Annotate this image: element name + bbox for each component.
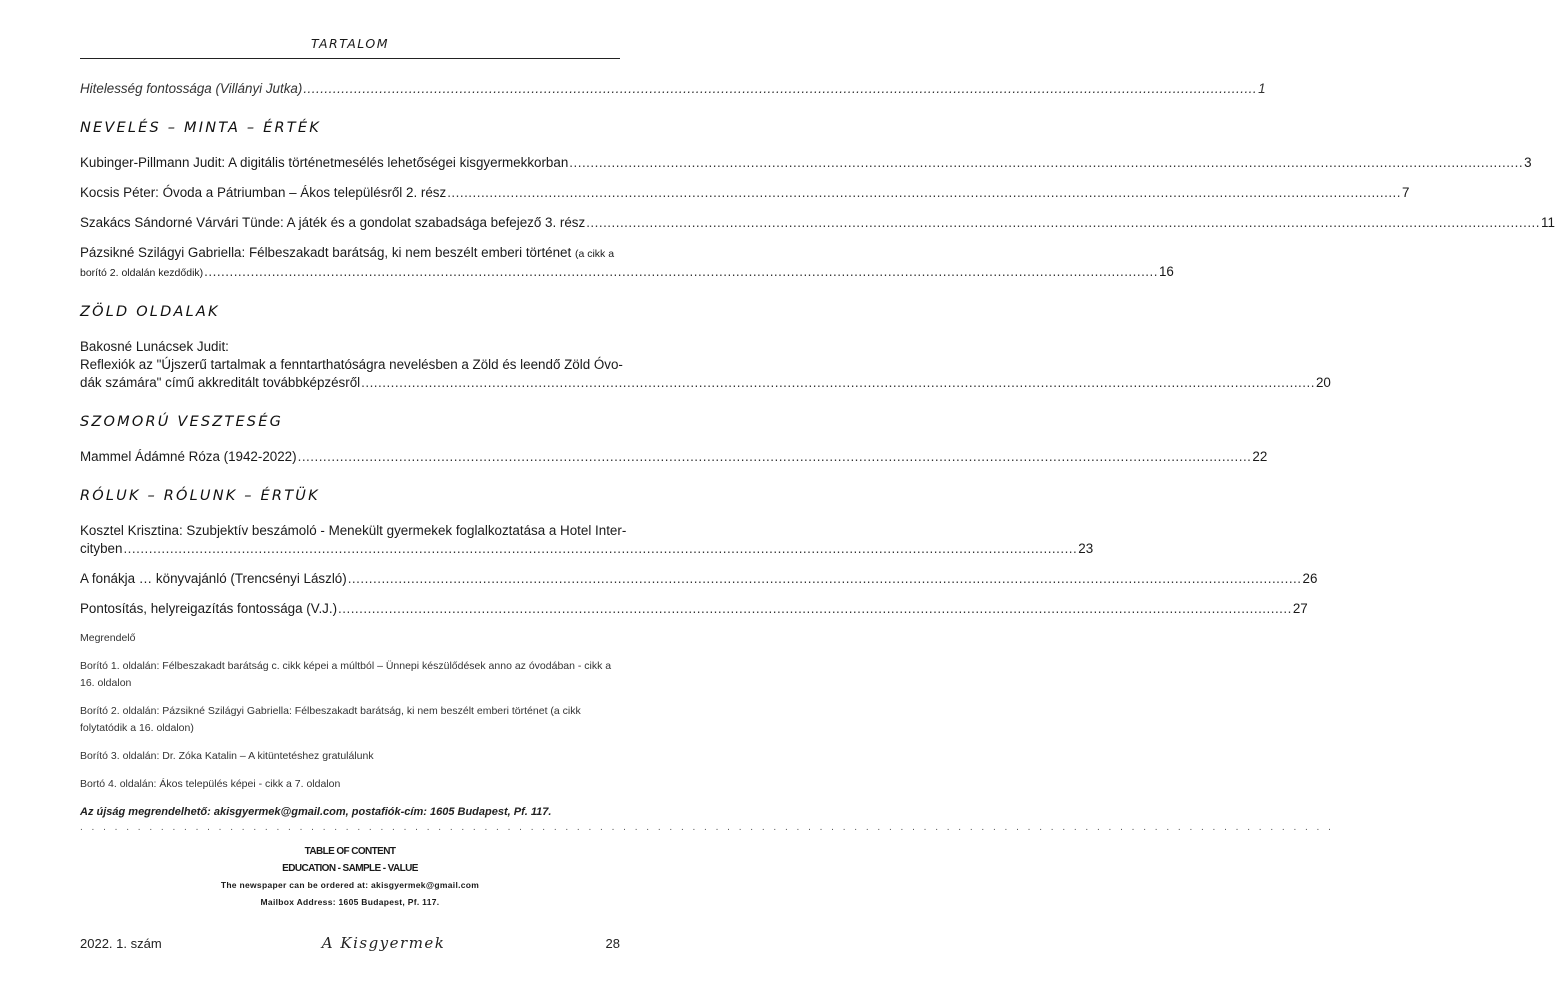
toc-entry-title: Reflexiók az "Újszerű tartalmak a fenntarthatóságra nevelésben a Zöld és leendő Zöld Óvo- xyxy=(80,357,623,372)
page-footer xyxy=(80,934,620,952)
section-heading: RÓLUK – RÓLUNK – ÉRTÜK xyxy=(80,488,320,504)
toc-entry-title: Kosztel Krisztina: Szubjektív beszámoló - Menekült gyermekek foglalkoztatása a Hotel Inter- xyxy=(80,523,627,538)
toc-entry-title-cont: cityben xyxy=(80,541,123,556)
section-heading: SZOMORÚ VESZTESÉG xyxy=(80,414,284,430)
toc-page-number: 23 xyxy=(1078,541,1094,556)
toc-entry-note: (a cikk a xyxy=(574,248,615,260)
issue-label: 2022. 1. szám xyxy=(80,936,162,951)
toc-entry-title: Mammel Ádámné Róza (1942-2022) xyxy=(80,449,297,464)
section-heading: NEVELÉS – MINTA – ÉRTÉK xyxy=(80,120,321,136)
cover-notes xyxy=(80,630,620,821)
toc-entry xyxy=(80,214,1555,232)
dotted-divider: . . . . . . . . . . . . . . . . . . . . . . . . . . . . . . . . . . . . . . . . . . . . . . . . . . . . . . . . . . . . . . . . . . . . . . . . . . . . . . . . . . . . . . . . . . . . . . . . . . . . . . . . . . . . . xyxy=(80,822,1334,833)
note-cover-2: Borító 2. oldalán: Pázsikné Szilágyi Gabriella: Félbeszakadt barátság, ki nem beszélt emberi történet (a cikk folytatódik a 16. oldalon) xyxy=(80,705,581,734)
toc-page-number: 3 xyxy=(1524,155,1532,170)
dot-leader xyxy=(303,80,1257,98)
page-number: 28 xyxy=(605,936,620,951)
dot-leader xyxy=(123,540,1077,558)
toc-content xyxy=(80,80,1555,821)
order-info: Az újság megrendelhető: akisgyermek@gmail.com, postafiók-cím: 1605 Budapest, Pf. 117. xyxy=(80,806,552,818)
dot-leader xyxy=(361,374,1315,392)
section-heading: ZÖLD OLDALAK xyxy=(80,304,220,320)
dot-leader xyxy=(569,154,1523,172)
toc-entry-author: Bakosné Lunácsek Judit: xyxy=(80,339,229,354)
magazine-name: A Kisgyermek xyxy=(321,934,446,952)
dot-leader xyxy=(447,184,1401,202)
dot-leader xyxy=(338,600,1292,618)
dot-leader xyxy=(586,214,1540,232)
english-mailbox: Mailbox Address: 1605 Budapest, Pf. 117. xyxy=(260,897,440,907)
note-cover-1: Borító 1. oldalán: Félbeszakadt barátság c. cikk képei a múltból – Ünnepi készülődések anno az óvodában - cikk a 16. oldalon xyxy=(80,660,612,689)
toc-page-number: 26 xyxy=(1302,571,1318,586)
toc-entry xyxy=(80,154,1532,172)
dot-leader xyxy=(204,263,1158,281)
toc-entry xyxy=(80,448,1268,466)
dot-leader xyxy=(348,570,1302,588)
english-subtitle: EDUCATION - SAMPLE - VALUE xyxy=(282,863,418,874)
toc-entry-title: Kocsis Péter: Óvoda a Pátriumban – Ákos településről 2. rész xyxy=(80,185,447,200)
dot-leader xyxy=(298,448,1252,466)
toc-entry-title: Pontosítás, helyreigazítás fontossága (V.J.) xyxy=(80,601,338,616)
toc-entry-intro xyxy=(80,80,1266,98)
toc-entry xyxy=(80,600,1308,618)
english-title: TABLE OF CONTENT xyxy=(304,846,396,857)
toc-entry-title: Szakács Sándorné Várvári Tünde: A játék és a gondolat szabadsága befejező 3. rész xyxy=(80,215,586,230)
note-cover-4: Bortó 4. oldalán: Ákos település képei - cikk a 7. oldalon xyxy=(80,778,341,790)
toc-entry-title: Kubinger-Pillmann Judit: A digitális történetmesélés lehetőségei kisgyermekkorban xyxy=(80,155,569,170)
toc-entry-title: Pázsikné Szilágyi Gabriella: Félbeszakadt barátság, ki nem beszélt emberi történet xyxy=(80,245,572,260)
toc-page-number: 22 xyxy=(1252,449,1268,464)
note-cover-3: Borító 3. oldalán: Dr. Zóka Katalin – A kitüntetéshez gratulálunk xyxy=(80,750,374,762)
toc-entry-title: A fonákja … könyvajánló (Trencsényi László) xyxy=(80,571,347,586)
toc-entry-title: Hitelesség fontossága (Villányi Jutka) xyxy=(80,81,303,96)
toc-entry xyxy=(80,522,1094,558)
english-summary xyxy=(80,843,620,911)
toc-entry xyxy=(80,338,1331,392)
english-order-info: The newspaper can be ordered at: akisgyermek@gmail.com xyxy=(220,880,480,890)
page-header: TARTALOM xyxy=(311,36,389,51)
toc-page-number: 7 xyxy=(1402,185,1410,200)
toc-page-number: 1 xyxy=(1258,81,1266,96)
note-megrendelo: Megrendelő xyxy=(80,632,136,644)
toc-page-number: 16 xyxy=(1158,264,1174,279)
toc-entry xyxy=(80,184,1410,202)
toc-page-number: 27 xyxy=(1292,601,1308,616)
toc-page-number: 11 xyxy=(1541,215,1555,230)
toc-entry xyxy=(80,570,1318,588)
toc-entry-title-cont: dák számára" című akkreditált továbbképzésről xyxy=(80,375,361,390)
toc-entry xyxy=(80,244,1174,282)
toc-page-number: 20 xyxy=(1315,375,1331,390)
toc-entry-note: borító 2. oldalán kezdődik) xyxy=(80,267,204,279)
header-divider xyxy=(80,58,620,59)
